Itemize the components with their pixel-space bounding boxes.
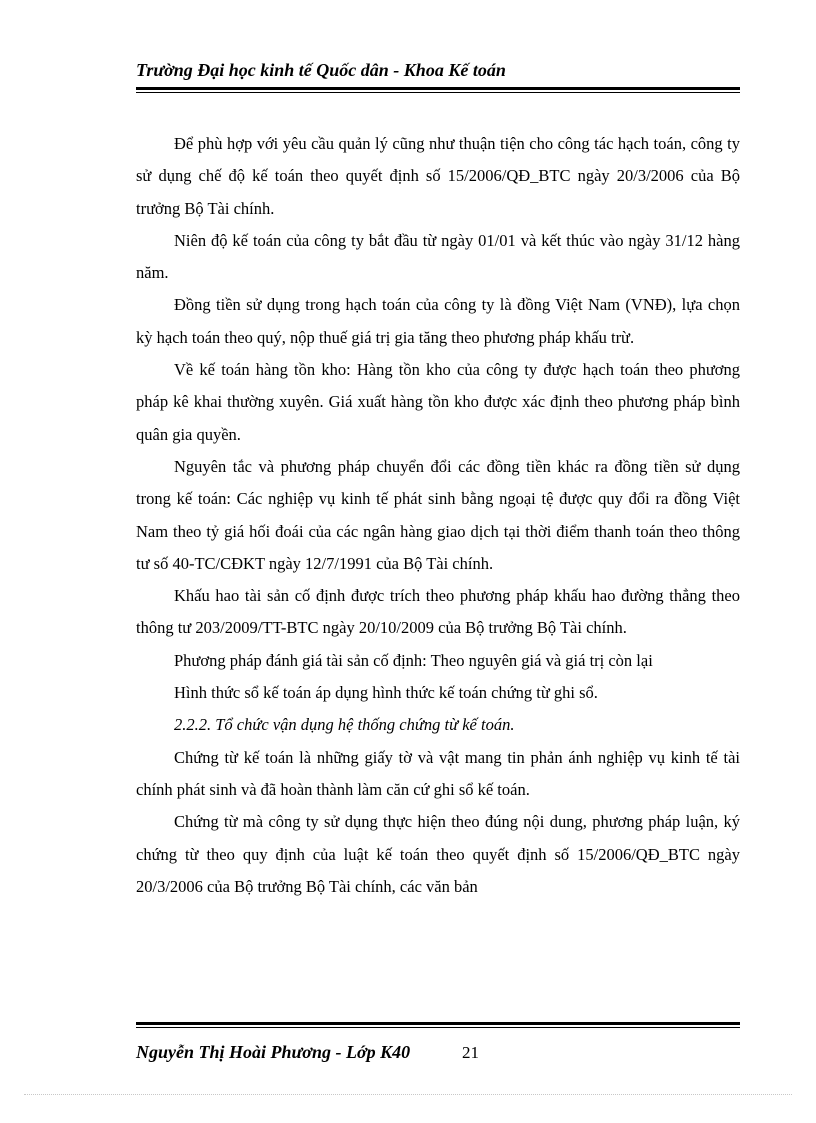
header-rule [136, 87, 740, 93]
paragraph: Niên độ kế toán của công ty bắt đầu từ ngày 01/01 và kết thúc vào ngày 31/12 hàng năm. [136, 230, 740, 283]
paragraph: Để phù hợp với yêu cầu quản lý cũng như thuận tiện cho công tác hạch toán, công ty sử dụng chế độ kế toán theo quyết định số 15/2006/QĐ_BTC ngày 20/3/2006 của Bộ trưởng Bộ Tài chính. [136, 134, 740, 218]
page-number: 21 [462, 1043, 479, 1062]
paragraph: Hình thức sổ kế toán áp dụng hình thức kế toán chứng từ ghi sổ. [174, 683, 598, 703]
paragraph: Chứng từ kế toán là những giấy tờ và vật mang tin phản ánh nghiệp vụ kinh tế tài chính phát sinh và đã hoàn thành làm căn cứ ghi sổ kế toán. [136, 747, 740, 799]
paragraph: Về kế toán hàng tồn kho: Hàng tồn kho của công ty được hạch toán theo phương pháp kê khai thường xuyên. Giá xuất hàng tồn kho được xác định theo phương pháp bình quân gia quyền. [136, 360, 740, 444]
paragraph: Khấu hao tài sản cố định được trích theo phương pháp khấu hao đường thẳng theo thông tư 203/2009/TT-BTC ngày 20/10/2009 của Bộ trưởng Bộ Tài chính. [136, 586, 740, 638]
paragraph: Nguyên tắc và phương pháp chuyển đổi các đồng tiền khác ra đồng tiền sử dụng trong kế toán: Các nghiệp vụ kinh tế phát sinh bằng ngoại tệ được quy đổi ra đồng Việt Nam theo tỷ giá hối đoái của các ngân hàng giao dịch tại thời điểm thanh toán theo thông tư số 40-TC/CĐKT ngày 12/7/1991 của Bộ Tài chính. [136, 456, 740, 573]
footer-author: Nguyễn Thị Hoài Phương - Lớp K40 [136, 1042, 411, 1062]
page-bottom-divider [24, 1094, 792, 1095]
paragraph: Đồng tiền sử dụng trong hạch toán của công ty là đồng Việt Nam (VNĐ), lựa chọn kỳ hạch toán theo quý, nộp thuế giá trị gia tăng theo phương pháp khấu trừ. [136, 295, 740, 347]
header-title: Trường Đại học kinh tế Quốc dân - Khoa Kế toán [136, 60, 506, 80]
footer-rule [136, 1022, 740, 1028]
paragraph: Phương pháp đánh giá tài sản cố định: Theo nguyên giá và giá trị còn lại [174, 650, 653, 670]
document-body [136, 128, 740, 903]
paragraph: Chứng từ mà công ty sử dụng thực hiện theo đúng nội dung, phương pháp luận, ký chứng từ theo quy định của luật kế toán theo quyết định số 15/2006/QĐ_BTC ngày 20/3/2006 của Bộ trưởng Bộ Tài chính, các văn bản [136, 812, 740, 896]
section-heading: 2.2.2. Tổ chức vận dụng hệ thống chứng từ kế toán. [174, 715, 515, 735]
